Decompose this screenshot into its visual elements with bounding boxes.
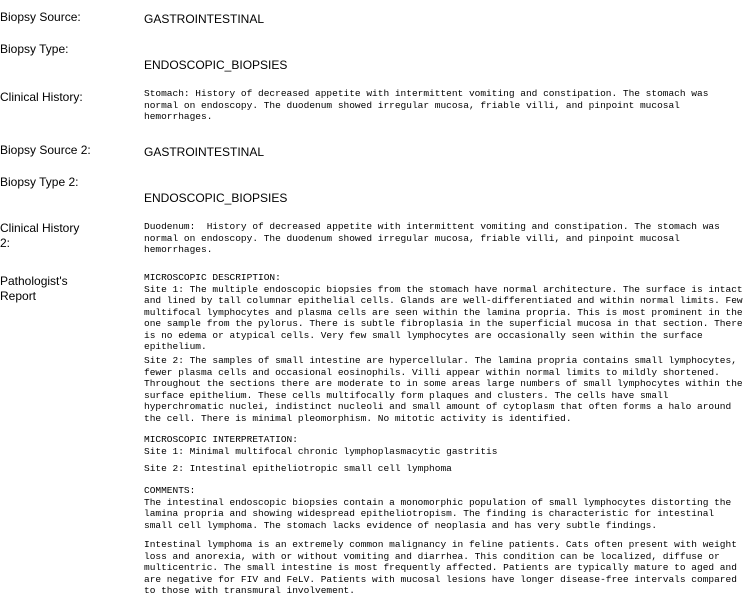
clinical-history-label: Clinical History: [0,90,83,104]
biopsy-type-2-label: Biopsy Type 2: [0,175,79,189]
pathologist-report-label: Pathologist's Report [0,274,68,303]
microscopic-description: MICROSCOPIC DESCRIPTION: Site 1: The multiple endoscopic biopsies from the stomach have normal architecture. The surface is intact and lined by tall columnar epithelial cells. Glands are well-differentiated and within normal limits. Few multifocal lymphocytes and plasma cells are seen within the lamina propria. This is most prominent in the one sample from the pylorus. There is subtle fibroplasia in the superficial mucosa in that section. There is no edema or atypical cells. Very few small lymphocytes are occasionally seen within the surface epithelium. [144,272,743,352]
biopsy-type-label: Biopsy Type: [0,42,69,56]
lymphoma-note: Intestinal lymphoma is an extremely common malignancy in feline patients. Cats often present with weight loss and anorexia, with or without vomiting and diarrhea. This condition can be localized, diffuse or multicentric. The small intestine is most frequently affected. Patients are typically mature to aged and are negative for FIV and FeLV. Patients with mucosal lesions have longer disease-free intervals compared to those with transmural involvement. [144,539,737,596]
biopsy-source-2-value: GASTROINTESTINAL [144,145,265,159]
comments: COMMENTS: The intestinal endoscopic biopsies contain a monomorphic population of small lymphocytes distorting the lamina propria and showing widespread epitheliotropism. The finding is characteristic for intestinal small cell lymphoma. The stomach lacks evidence of neoplasia and has very subtle findings. [144,485,732,531]
clinical-history-2-value: Duodenum: History of decreased appetite with intermittent vomiting and constipation. The stomach was normal on endoscopy. The duodenum showed irregular mucosa, friable villi, and pinpoint mucosal hemorrhages. [144,221,720,255]
biopsy-type-2-value: ENDOSCOPIC_BIOPSIES [144,191,288,205]
microscopic-interpretation: MICROSCOPIC INTERPRETATION: Site 1: Minimal multifocal chronic lymphoplasmacytic gastritis [144,434,498,457]
clinical-history-value: Stomach: History of decreased appetite with intermittent vomiting and constipation. The stomach was normal on endoscopy. The duodenum showed irregular mucosa, friable villi, and pinpoint mucosal hemorrhages. [144,88,709,122]
site2-description: Site 2: The samples of small intestine are hypercellular. The lamina propria contains small lymphocytes, fewer plasma cells and occasional eosinophils. Villi appear within normal limits to mildly shortened. Throughout the sections there are moderate to in some areas large numbers of small lymphocytes within the surface epithelium. These cells multifocally form plaques and clusters. The cells have small hyperchromatic nuclei, indistinct nucleoli and small amount of cytoplasm that often forms a halo around the cell. There is minimal pleomorphism. No mitotic activity is identified. [144,355,743,424]
biopsy-source-2-label: Biopsy Source 2: [0,143,91,157]
clinical-history-2-label: Clinical History 2: [0,221,80,250]
biopsy-source-value: GASTROINTESTINAL [144,12,265,26]
biopsy-source-label: Biopsy Source: [0,10,81,24]
biopsy-type-value: ENDOSCOPIC_BIOPSIES [144,58,288,72]
interpretation-site2: Site 2: Intestinal epitheliotropic small cell lymphoma [144,463,452,474]
